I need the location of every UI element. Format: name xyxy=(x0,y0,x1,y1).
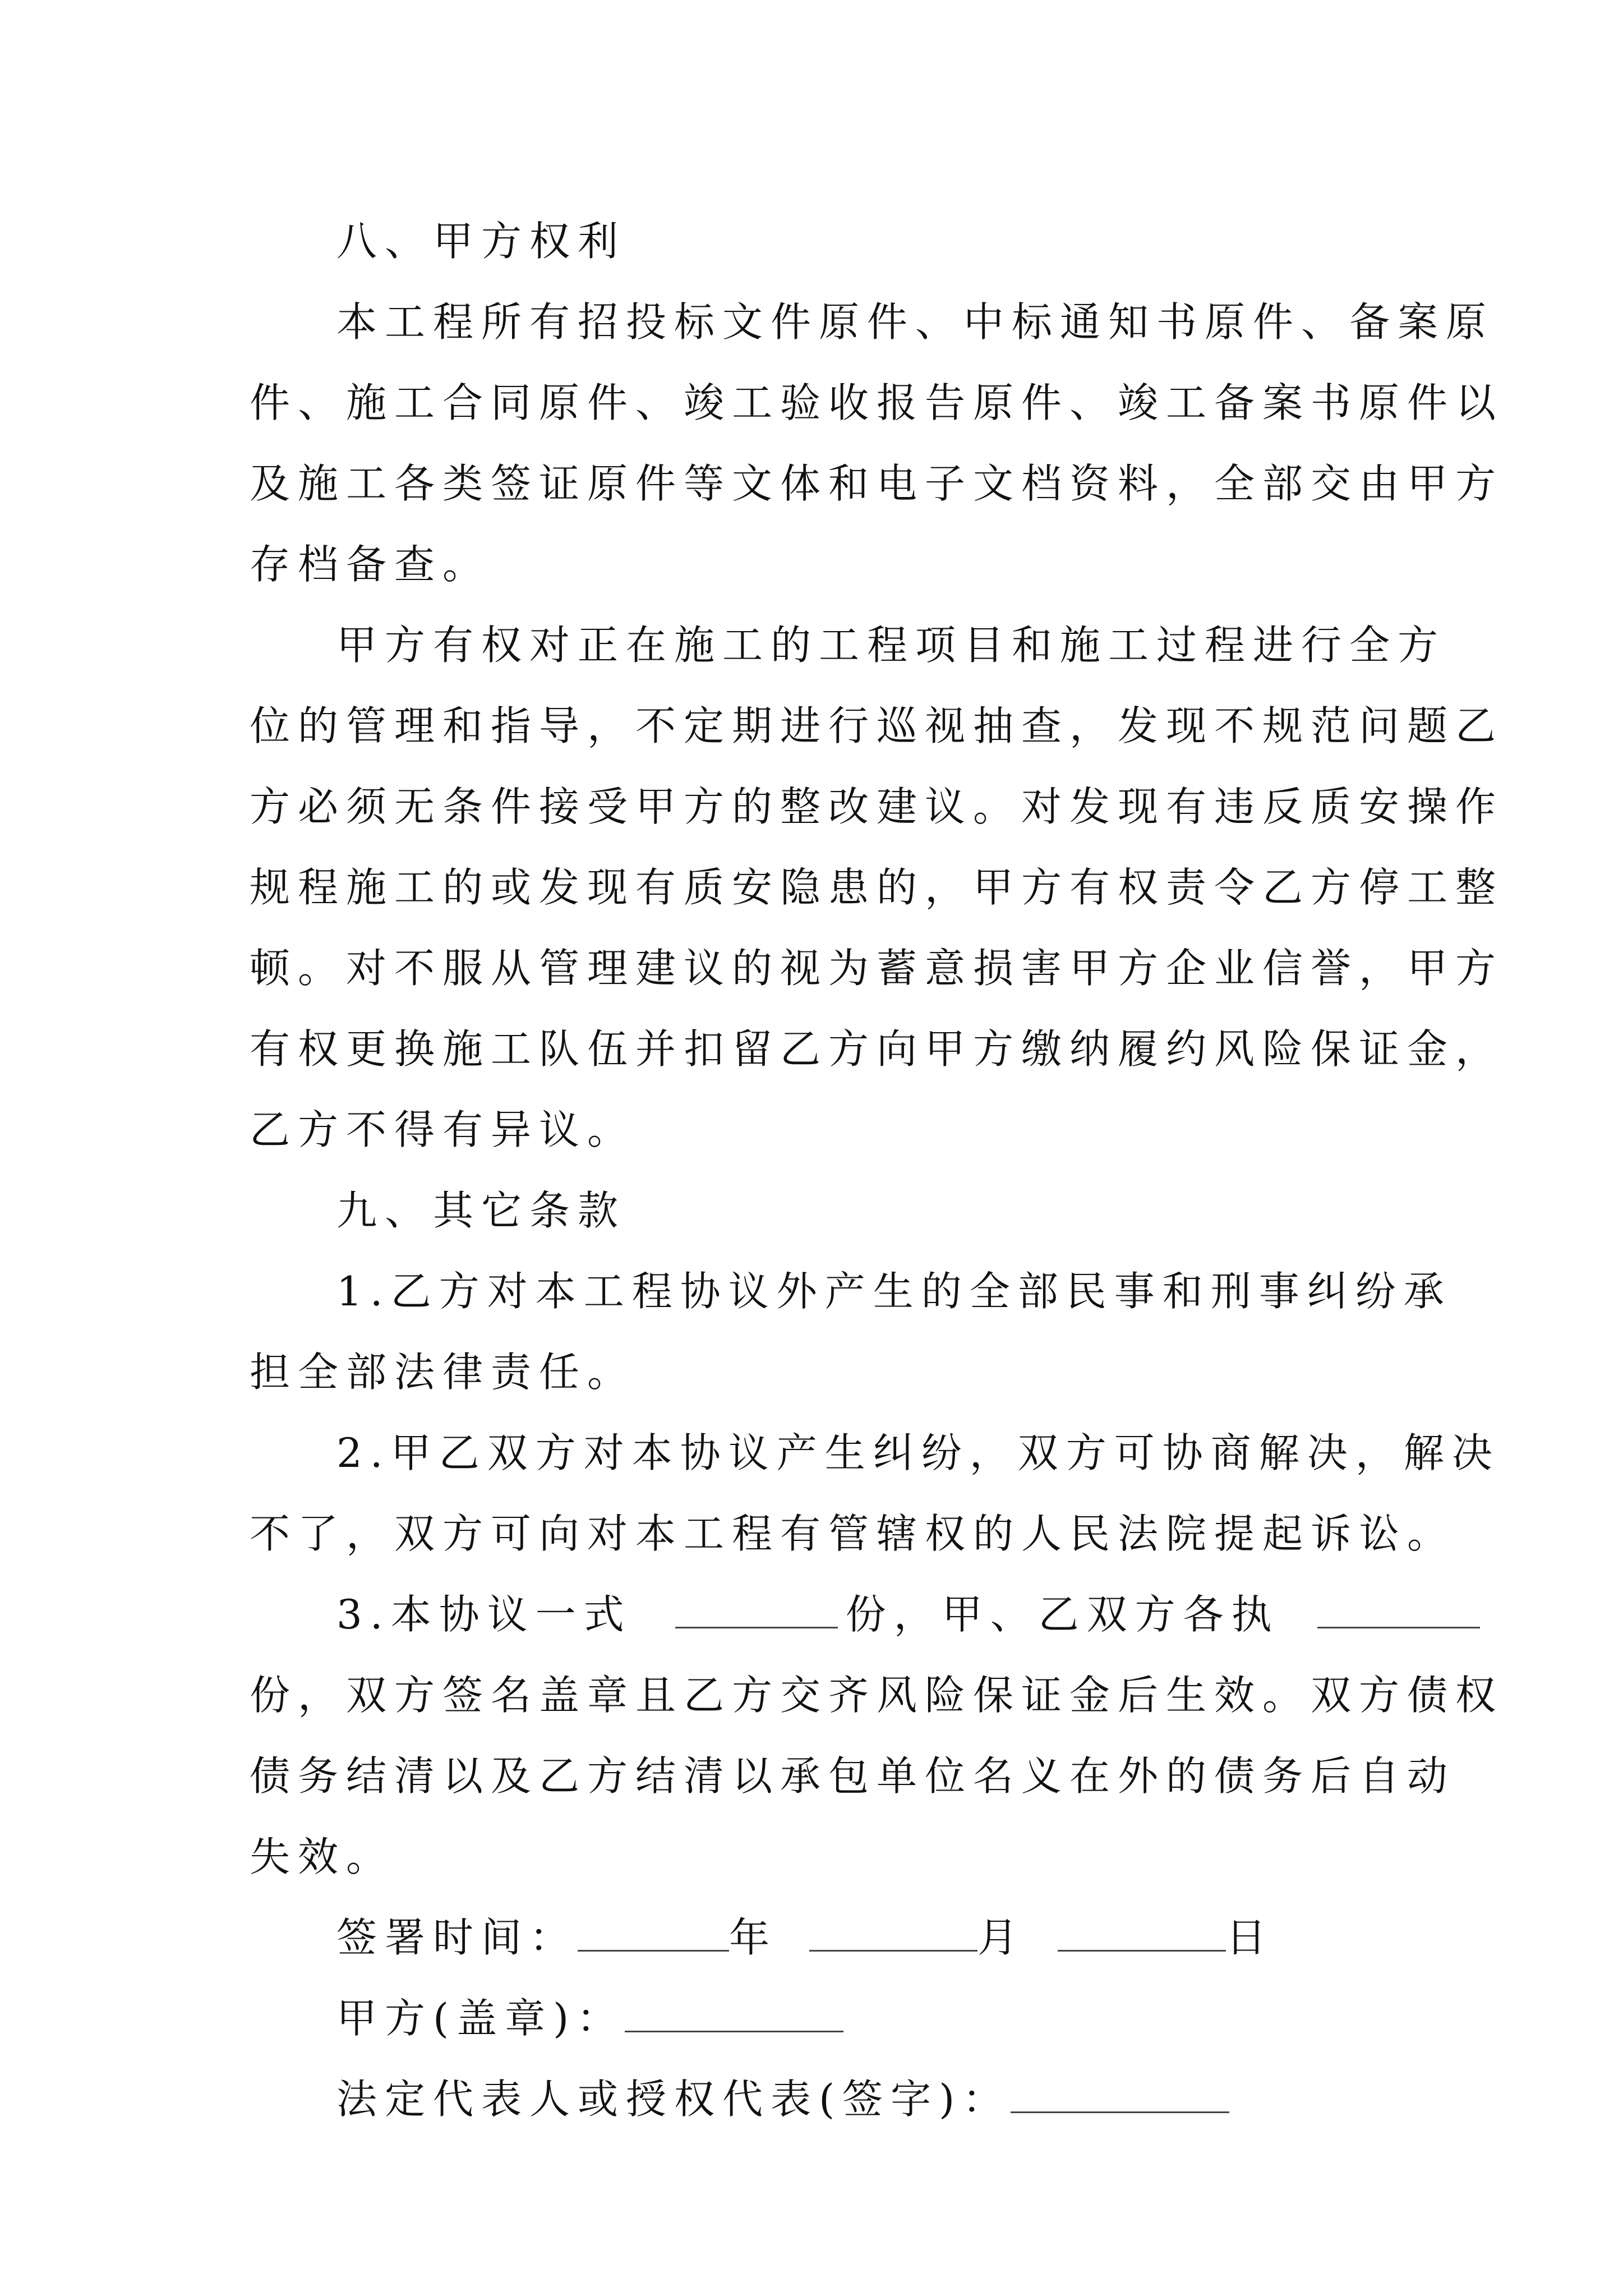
year-blank xyxy=(578,1911,729,1952)
paragraph-line: 及施工各类签证原件等文体和电子文档资料，全部交由甲方 xyxy=(250,460,1504,507)
paragraph-line: 债务结清以及乙方结清以承包单位名义在外的债务后自动 xyxy=(250,1752,1456,1800)
paragraph-line: 方必须无条件接受甲方的整改建议。对发现有违反质安操作 xyxy=(250,783,1504,830)
paragraph-line: 本工程所有招投标文件原件、中标通知书原件、备案原 xyxy=(336,298,1495,346)
section-8-heading: 八、甲方权利 xyxy=(336,218,626,265)
paragraph-line: 担全部法律责任。 xyxy=(250,1349,636,1396)
month-blank xyxy=(809,1911,978,1952)
party-a-seal-blank xyxy=(625,1991,843,2032)
paragraph-line: 1.乙方对本工程协议外产生的全部民事和刑事纠纷承 xyxy=(336,1268,1452,1315)
paragraph-line: 失效。 xyxy=(250,1833,395,1880)
copies-text-a: 3.本协议一式 xyxy=(336,1591,632,1638)
month-label: 月 xyxy=(977,1914,1026,1961)
representative-line xyxy=(336,2072,1229,2126)
section-9-heading: 九、其它条款 xyxy=(336,1187,626,1234)
day-blank xyxy=(1058,1911,1226,1952)
representative-signature-blank xyxy=(1011,2072,1229,2113)
paragraph-line: 乙方不得有异议。 xyxy=(250,1106,636,1153)
paragraph-line: 件、施工合同原件、竣工验收报告原件、竣工备案书原件以 xyxy=(250,379,1504,426)
copies-text-b: 份，甲、乙双方各执 xyxy=(845,1591,1280,1638)
paragraph-line: 规程施工的或发现有质安隐患的，甲方有权责令乙方停工整 xyxy=(250,864,1504,911)
paragraph-line: 甲方有权对正在施工的工程项目和施工过程进行全方 xyxy=(336,622,1446,669)
paragraph-line: 顿。对不服从管理建议的视为蓄意损害甲方企业信誉，甲方 xyxy=(250,945,1504,992)
paragraph-line: 位的管理和指导，不定期进行巡视抽查，发现不规范问题乙 xyxy=(250,702,1504,749)
paragraph-line: 不了，双方可向对本工程有管辖权的人民法院提起诉讼。 xyxy=(250,1510,1456,1557)
paragraph-line: 有权更换施工队伍并扣留乙方向甲方缴纳履约风险保证金， xyxy=(250,1025,1504,1073)
party-a-label: 甲方(盖章)： xyxy=(336,1995,625,2042)
copies-line xyxy=(336,1588,1480,1641)
copies-total-blank xyxy=(675,1588,838,1628)
copies-each-blank xyxy=(1317,1588,1480,1628)
signing-time-label: 签署时间： xyxy=(336,1914,578,1961)
signing-time-line xyxy=(336,1911,1274,1964)
party-a-line xyxy=(336,1991,843,2045)
year-label: 年 xyxy=(729,1914,778,1961)
representative-label: 法定代表人或授权代表(签字)： xyxy=(336,2076,1011,2123)
paragraph-line: 份，双方签名盖章且乙方交齐风险保证金后生效。双方债权 xyxy=(250,1672,1504,1719)
paragraph-line: 2.甲乙双方对本协议产生纠纷，双方可协商解决，解决 xyxy=(336,1429,1500,1476)
paragraph-line: 存档备查。 xyxy=(250,541,491,588)
day-label: 日 xyxy=(1225,1914,1274,1961)
